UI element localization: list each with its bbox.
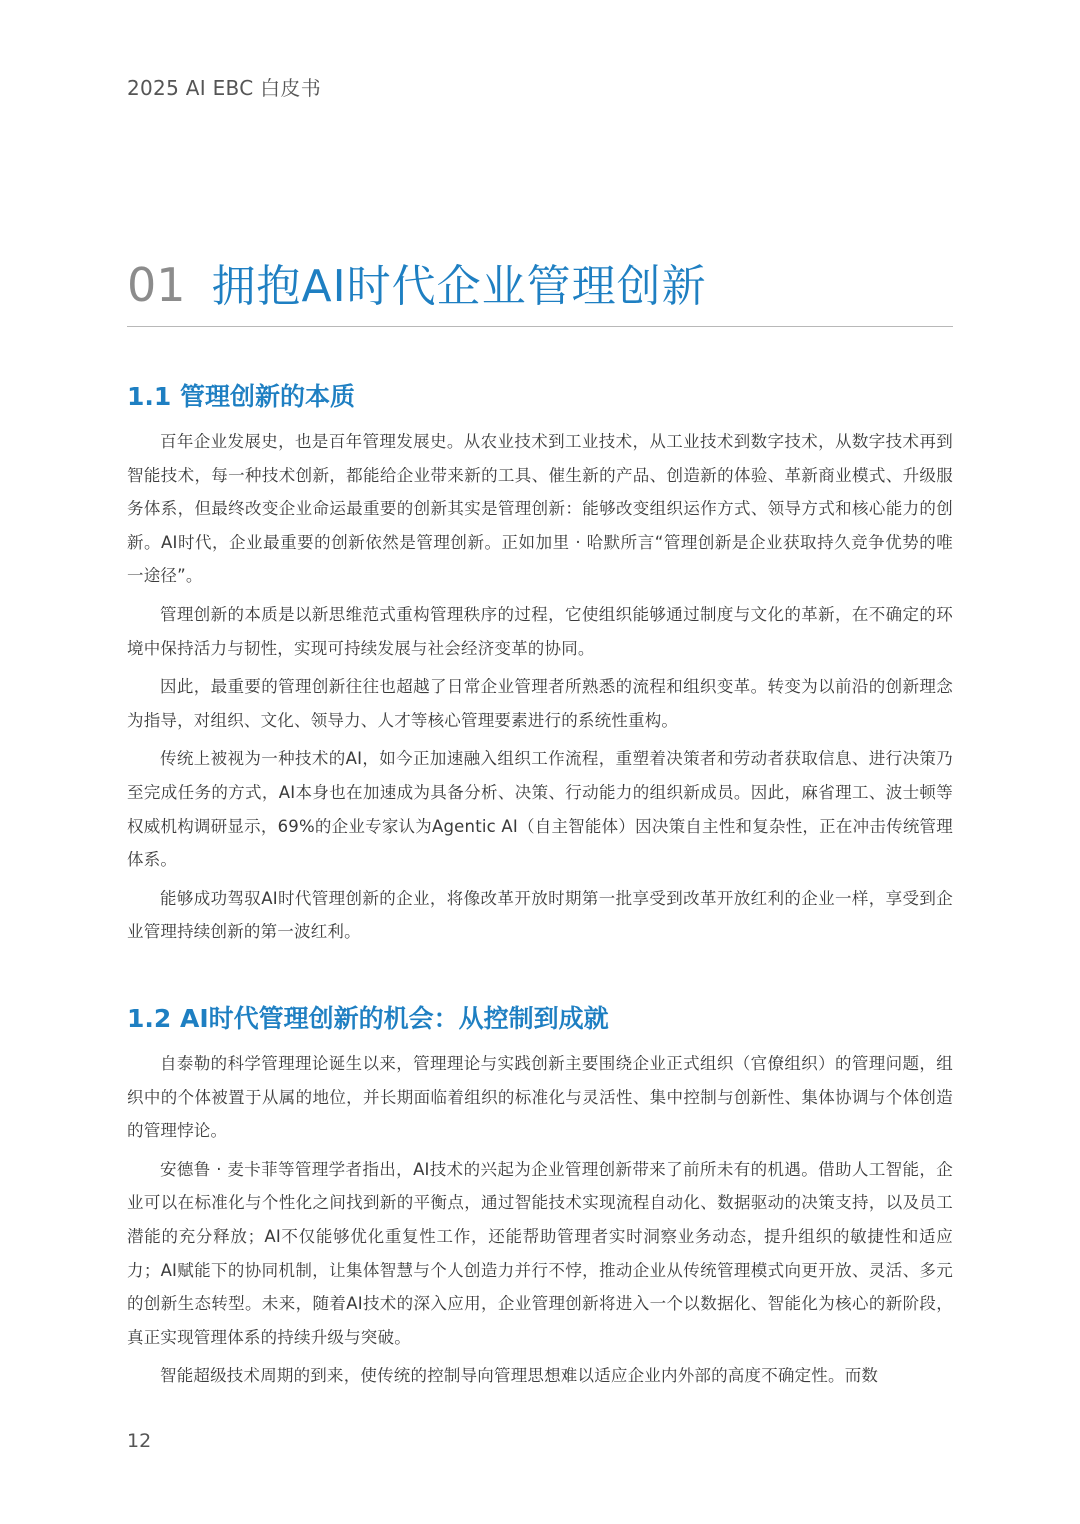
- section-2-paragraph: 安德鲁 · 麦卡菲等管理学者指出，AI技术的兴起为企业管理创新带来了前所未有的机遇。借助人工智能，企业可以在标准化与个性化之间找到新的平衡点，通过智能技术实现流程自动化、数据驱动的决策支持，以及员工潜能的充分释放；AI不仅能够优化重复性工作，还能帮助管理者实时洞察业务动态，提升组织的敏捷性和适应力；AI赋能下的协同机制，让集体智慧与个人创造力并行不悖，推动企业从传统管理模式向更开放、灵活、多元的创新生态转型。未来，随着AI技术的深入应用，企业管理创新将进入一个以数据化、智能化为核心的新阶段，真正实现管理体系的持续升级与突破。: [127, 1159, 953, 1347]
- section-2-paragraph: 智能超级技术周期的到来，使传统的控制导向管理思想难以适应企业内外部的高度不确定性。而数: [160, 1366, 879, 1386]
- section-1-paragraph: 能够成功驾驭AI时代管理创新的企业，将像改革开放时期第一批享受到改革开放红利的企业一样，享受到企业管理持续创新的第一波红利。: [127, 888, 953, 942]
- chapter-divider: [127, 326, 953, 327]
- chapter-number: 01: [127, 258, 186, 312]
- section-1: [127, 379, 953, 954]
- section-1-paragraph: 百年企业发展史，也是百年管理发展史。从农业技术到工业技术，从工业技术到数字技术，从数字技术再到智能技术，每一种技术创新，都能给企业带来新的工具、催生新的产品、创造新的体验、革新商业模式、升级服务体系，但最终改变企业命运最重要的创新其实是管理创新：能够改变组织运作方式、领导方式和核心能力的创新。AI时代，企业最重要的创新依然是管理创新。正如加里 · 哈默所言“管理创新是企业获取持久竞争优势的唯一途径”。: [127, 432, 953, 586]
- page-number: 12: [127, 1430, 152, 1452]
- section-2-heading: 1.2 AI时代管理创新的机会：从控制到成就: [127, 1004, 609, 1033]
- section-1-heading: 1.1 管理创新的本质: [127, 382, 355, 411]
- section-1-paragraph: 传统上被视为一种技术的AI，如今正加速融入组织工作流程，重塑着决策者和劳动者获取信息、进行决策乃至完成任务的方式，AI本身也在加速成为具备分析、决策、行动能力的组织新成员。因此，麻省理工、波士顿等权威机构调研显示，69%的企业专家认为Agentic AI（自主智能体）因决策自主性和复杂性，正在冲击传统管理体系。: [127, 749, 953, 870]
- section-1-paragraph: 因此，最重要的管理创新往往也超越了日常企业管理者所熟悉的流程和组织变革。转变为以前沿的创新理念为指导，对组织、文化、领导力、人才等核心管理要素进行的系统性重构。: [127, 677, 953, 730]
- chapter-title: 拥抱AI时代企业管理创新: [211, 261, 707, 312]
- section-1-paragraph: 管理创新的本质是以新思维范式重构管理秩序的过程，它使组织能够通过制度与文化的革新，在不确定的环境中保持活力与韧性，实现可持续发展与社会经济变革的协同。: [127, 604, 953, 658]
- section-2-paragraph: 自泰勒的科学管理理论诞生以来，管理理论与实践创新主要围绕企业正式组织（官僚组织）的管理问题，组织中的个体被置于从属的地位，并长期面临着组织的标准化与灵活性、集中控制与创新性、集体协调与个体创造的管理悖论。: [127, 1054, 953, 1141]
- document-header: 2025 AI EBC 白皮书: [127, 76, 322, 100]
- section-2: [127, 1001, 953, 1398]
- chapter-heading: [127, 250, 707, 314]
